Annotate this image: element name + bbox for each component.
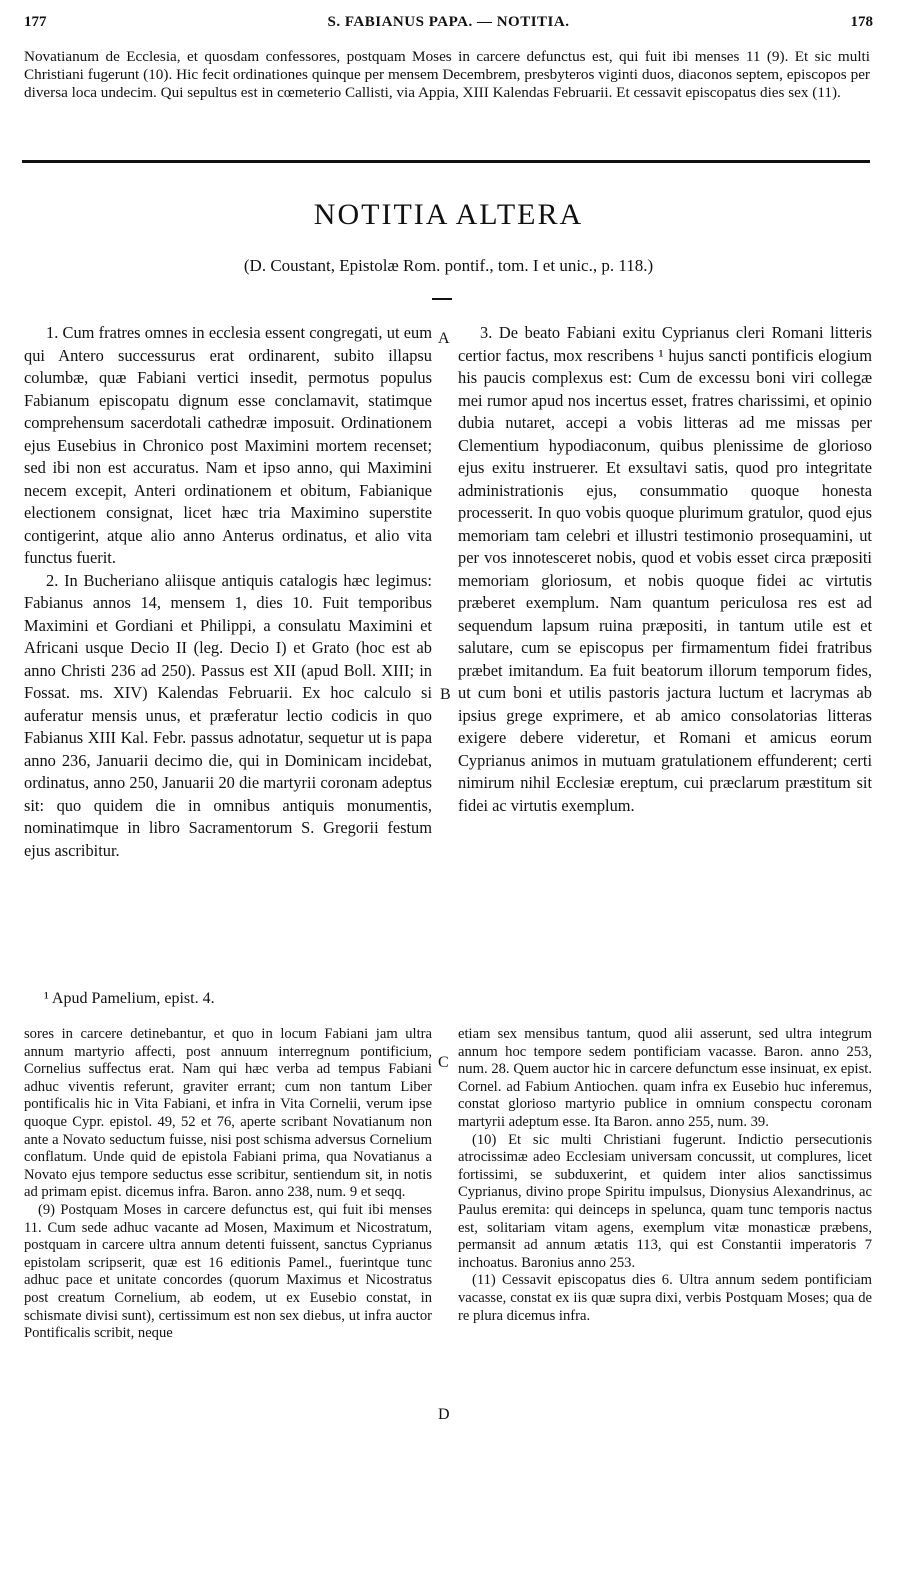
- footnote: ¹ Apud Pamelium, epist. 4.: [44, 990, 215, 1007]
- running-title: S. FABIANUS PAPA. — NOTITIA.: [327, 14, 570, 30]
- note-11: (11) Cessavit episcopatus dies 6. Ultra annum sedem pontificiam vacasse, constat ex iis quæ supra dixi, verbis Postquam Moses; qua de re plura dicemus infra.: [458, 1272, 872, 1324]
- paragraph-1: 1. Cum fratres omnes in ecclesia essent congregati, ut eum qui Antero successurus erat ordinarent, subito illapsu columbæ, quæ Fabiani vertici insedit, permotus populus Fabianum episcopatu dignum esse conclamavit, statimque comprehensum sacerdotali cathedræ imposuit. Ordinationem ejus Eusebius in Chronico post Maximini mortem recenset; sed ibi non est accuratus. Nam et ipso anno, qui Maximini necem excepit, Anteri ordinationem et obitum, Fabianique electionem consignat, licet hæc tria Maximino superstite contigerint, atque alio anno Anterus ordinatus, et alio vita functus fuerit.: [24, 323, 432, 567]
- margin-marker-c: C: [438, 1054, 449, 1071]
- note-continued: sores in carcere detinebantur, et quo in locum Fabiani jam ultra annum martyrio affecti, post annuum interregnum pontificium, Cornelius suffectus erat. Nam qui hæc verba ad tempus Fabiani adhuc viventis referunt, graviter errant; cum non tantum Liber pontificalis hic in Vita Fabiani, et infra in Vita Cornelii, verum ipse quoque Cypr. epistol. 49, 52 et 76, aperte scribant Novatianum non ante a Novato seductum fuisse, nisi post schisma adversus Cornelium conflatum. Unde quid de epistola Fabiani prima, qua Novatianus a Novato ejus tempore seductus esse scribitur, sentiendum sit, in notis ad primam epist. dicemus infra. Baron. anno 238, num. 9 et seqq.: [24, 1026, 432, 1201]
- page-number-left: 177: [24, 14, 47, 30]
- paragraph-3: 3. De beato Fabiani exitu Cyprianus cleri Romani litteris certior factus, mox rescribens ¹ hujus sancti pontificis elogium his paucis complexus est: Cum de excessu boni viri collegæ mei rumor apud nos incertus esset, fratres charissimi, et opinio dubia nutaret, accepi a vobis litteras ad me missas per Clementium hypodiaconum, quibus plenissime de glorioso ejus exitu instruerer. Et exsultavi satis, quod pro integritate administrationis ejus, consummatio quoque honesta processerit. In quo vobis quoque plurimum gratulor, quod ejus memoriam tam celebri et illustri testimonio prosequamini, ut per vos innotesceret nobis, quod et vobis esset circa præpositi memoriam gloriosum, et nobis quoque fidei ac virtutis præberet exemplum. Nam quantum periculosa res est ad sequendum lapsum ruina præpositi, in tantum utile est et salutare, cum se episcopus per firmamentum fidei fratribus præbet imitandum. Ea fuit beatorum illorum temporum fides, ut cum boni et utilis pastoris jactura luctum et lacrymas ab ipsius grege exprimere, et ab amico consolatorias litteras exigere debere videretur, et Romani et amicus eorum Cyprianus animos in mutuam gratulationem effunderent; certi nimirum nihil Ecclesiæ ereptum, cui præclarum præstitum sit fidei ac virtutis exemplum.: [458, 323, 872, 815]
- notes-left-column: [24, 1026, 432, 1343]
- title-dash: [432, 298, 452, 300]
- note-10: (10) Et sic multi Christiani fugerunt. Indictio persecutionis atrocissimæ adeo Ecclesiam universam concussit, ut complures, licet fortissimi, se subduxerint, et quidem inter alios sanctissimus Cyprianus, divino prope Spiritu impulsus, Dionysius Alexandrinus, ac Paulus eremita: qui deinceps in spelunca, quam tunc temporis nactus est, solitariam vitam agens, exemplum vitæ monasticæ præbens, permansit ad annum ætatis 113, qui est Constantii imperatoris 7 inchoatus. Baronius anno 253.: [458, 1131, 872, 1271]
- top-paragraph: [24, 48, 870, 102]
- section-title: NOTITIA ALTERA: [313, 198, 584, 231]
- margin-marker-d: D: [438, 1406, 450, 1423]
- top-paragraph-text: Novatianum de Ecclesia, et quosdam confessores, postquam Moses in carcere defunctus est, qui fuit ibi menses 11 (9). Et sic multi Christiani fugerunt (10). Hic fecit ordinationes quinque per mensem Decembrem, presbyteros viginti duos, diaconos septem, episcopos per diversa loca undecim. Qui sepultus est in cœmeterio Callisti, via Appia, XIII Kalendas Februarii. Et cessavit episcopatus dies sex (11).: [24, 48, 870, 101]
- page-number-right: 178: [850, 14, 873, 30]
- note-9: (9) Postquam Moses in carcere defunctus est, qui fuit ibi menses 11. Cum sede adhuc vacante ad Mosen, Maximum et Nicostratum, postquam in carcere ultra annum detenti fuissent, sanctus Cyprianus epistolam scripserit, quæ est 16 editionis Pamel., fuerintque tunc adhuc pace et unitate concordes (quorum Maximus et Nicostratus post creatum Cornelium, ab eodem, ut ex Eusebio constat, in schismate divisi sunt), certissimum est non sex diebus, ut infra auctor Pontificalis scribit, neque: [24, 1201, 432, 1342]
- margin-marker-a: A: [438, 330, 450, 347]
- margin-marker-b: B: [440, 686, 451, 703]
- paragraph-2: 2. In Bucheriano aliisque antiquis catalogis hæc legimus: Fabianus annos 14, mensem 1, dies 10. Fuit temporibus Maximini et Gordiani et Philippi, a consulatu Maximini et Africani usque Decio II (leg. Decio I) et Grato (hoc est ab anno Christi 236 ad 250). Passus est XII (apud Boll. XIII; in Fossat. ms. XIV) Kalendas Februarii. Ex hoc calculo si auferatur mensis unus, et præferatur lectio codicis in quo Fabianus XIII Kal. Febr. passus adnotatur, sequetur ut is papa anno 236, Januarii decimo die, qui in Dominicam incidebat, ordinatus, anno 250, Januarii 20 die martyrii coronam adeptus sit: quo quidem die in omnibus antiquis monumentis, nominatimque in libro Sacramentorum S. Gregorii festum ejus ascribitur.: [24, 570, 432, 860]
- section-divider: [22, 160, 870, 163]
- section-source: (D. Coustant, Epistolæ Rom. pontif., tom. I et unic., p. 118.): [243, 256, 654, 275]
- right-column: [458, 322, 872, 817]
- left-column: [24, 322, 432, 862]
- notes-right-column: [458, 1026, 872, 1325]
- note-continued-right: etiam sex mensibus tantum, quod alii asserunt, sed ultra integrum annum hoc tempore sedem pontificiam vacasse. Baron. anno 253, num. 28. Quem auctor hic in carcere defunctum esse insinuat, ex epist. Cornel. ad Fabium Antiochen. quam infra ex Eusebio huc inferemus, constat glorioso martyrio publice in omnium conspectu coronam martyrii adeptum esse. Ita Baron. anno 255, num. 39.: [458, 1026, 872, 1130]
